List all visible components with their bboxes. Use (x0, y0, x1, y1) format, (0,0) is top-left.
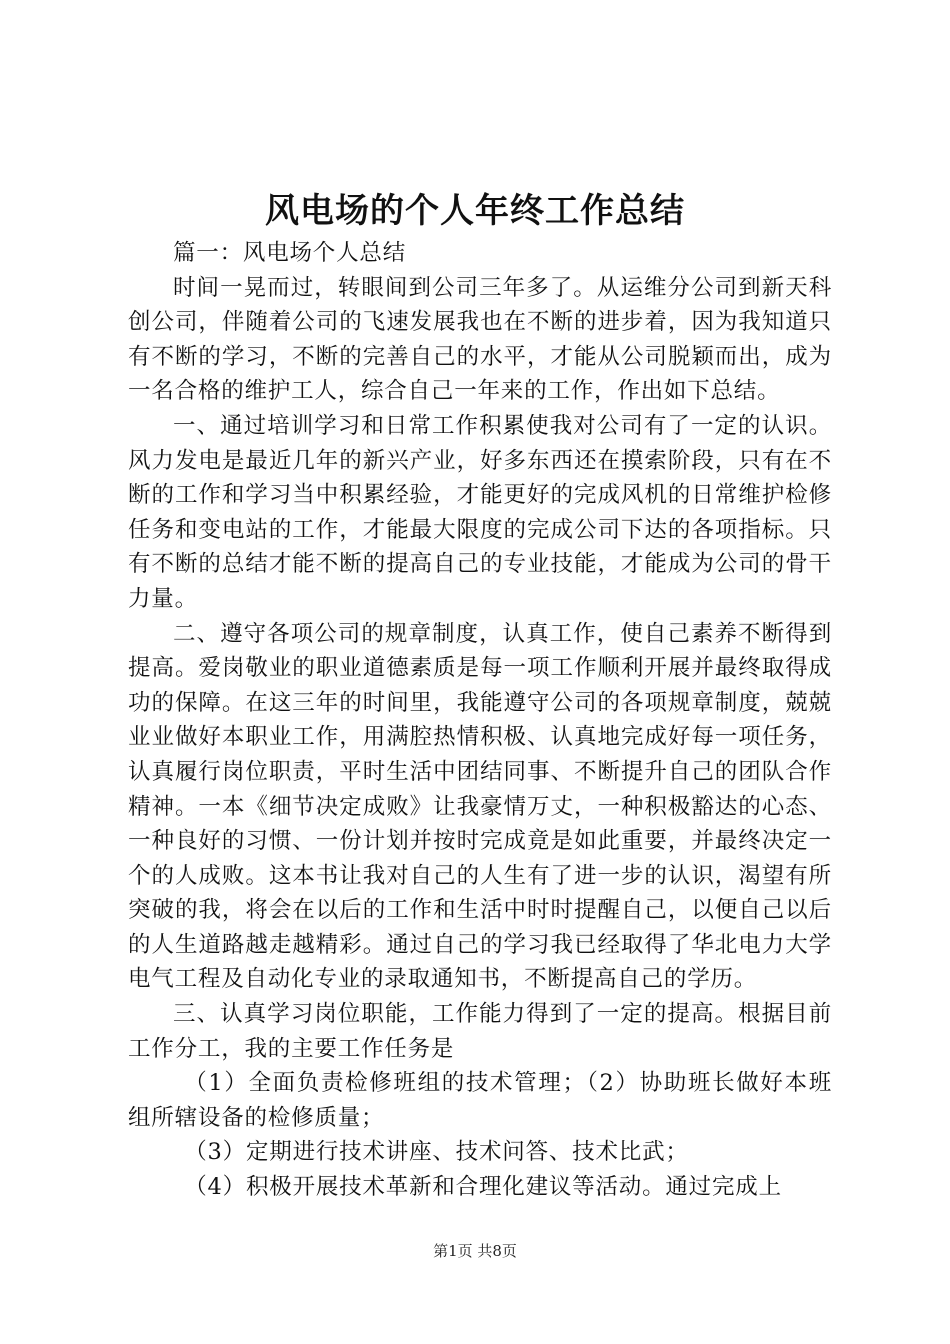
paragraph-intro: 时间一晃而过，转眼间到公司三年多了。从运维分公司到新天科创公司，伴随着公司的飞速发展我也在不断的进步着，因为我知道只有不断的学习，不断的完善自己的水平，才能从公司脱颖而出，成为一名合格的维护工人，综合自己一年来的工作，作出如下总结。 (128, 274, 832, 405)
paragraph-point-three: 三、认真学习岗位职能，工作能力得到了一定的提高。根据目前工作分工，我的主要工作任务是 (128, 1001, 832, 1062)
list-item-task-4: （4）积极开展技术革新和合理化建议等活动。通过完成上 (184, 1174, 782, 1201)
document-title: 风电场的个人年终工作总结 (265, 191, 685, 231)
section-heading: 篇一：风电场个人总结 (173, 240, 407, 266)
list-item-task-3: （3）定期进行技术讲座、技术问答、技术比武； (184, 1139, 689, 1166)
list-item-task-1-2: （1）全面负责检修班组的技术管理；（2）协助班长做好本班组所辖设备的检修质量； (128, 1070, 832, 1131)
document-body (128, 236, 832, 1205)
page-number-footer: 第1页 共8页 (433, 1242, 517, 1260)
paragraph-point-two: 二、遵守各项公司的规章制度，认真工作，使自己素养不断得到提高。爱岗敬业的职业道德素质是每一项工作顺利开展并最终取得成功的保障。在这三年的时间里，我能遵守公司的各项规章制度，兢兢业业做好本职业工作，用满腔热情积极、认真地完成好每一项任务，认真履行岗位职责，平时生活中团结同事、不断提升自己的团队合作精神。一本《细节决定成败》让我豪情万丈，一种积极豁达的心态、一种良好的习惯、一份计划并按时完成竟是如此重要，并最终决定一个的人成败。这本书让我对自己的人生有了进一步的认识，渴望有所突破的我，将会在以后的工作和生活中时时提醒自己，以便自己以后的人生道路越走越精彩。通过自己的学习我已经取得了华北电力大学电气工程及自动化专业的录取通知书，不断提高自己的学历。 (128, 620, 832, 993)
paragraph-point-one: 一、通过培训学习和日常工作积累使我对公司有了一定的认识。风力发电是最近几年的新兴产业，好多东西还在摸索阶段，只有在不断的工作和学习当中积累经验，才能更好的完成风机的日常维护检修任务和变电站的工作，才能最大限度的完成公司下达的各项指标。只有不断的总结才能不断的提高自己的专业技能，才能成为公司的骨干力量。 (128, 412, 832, 612)
